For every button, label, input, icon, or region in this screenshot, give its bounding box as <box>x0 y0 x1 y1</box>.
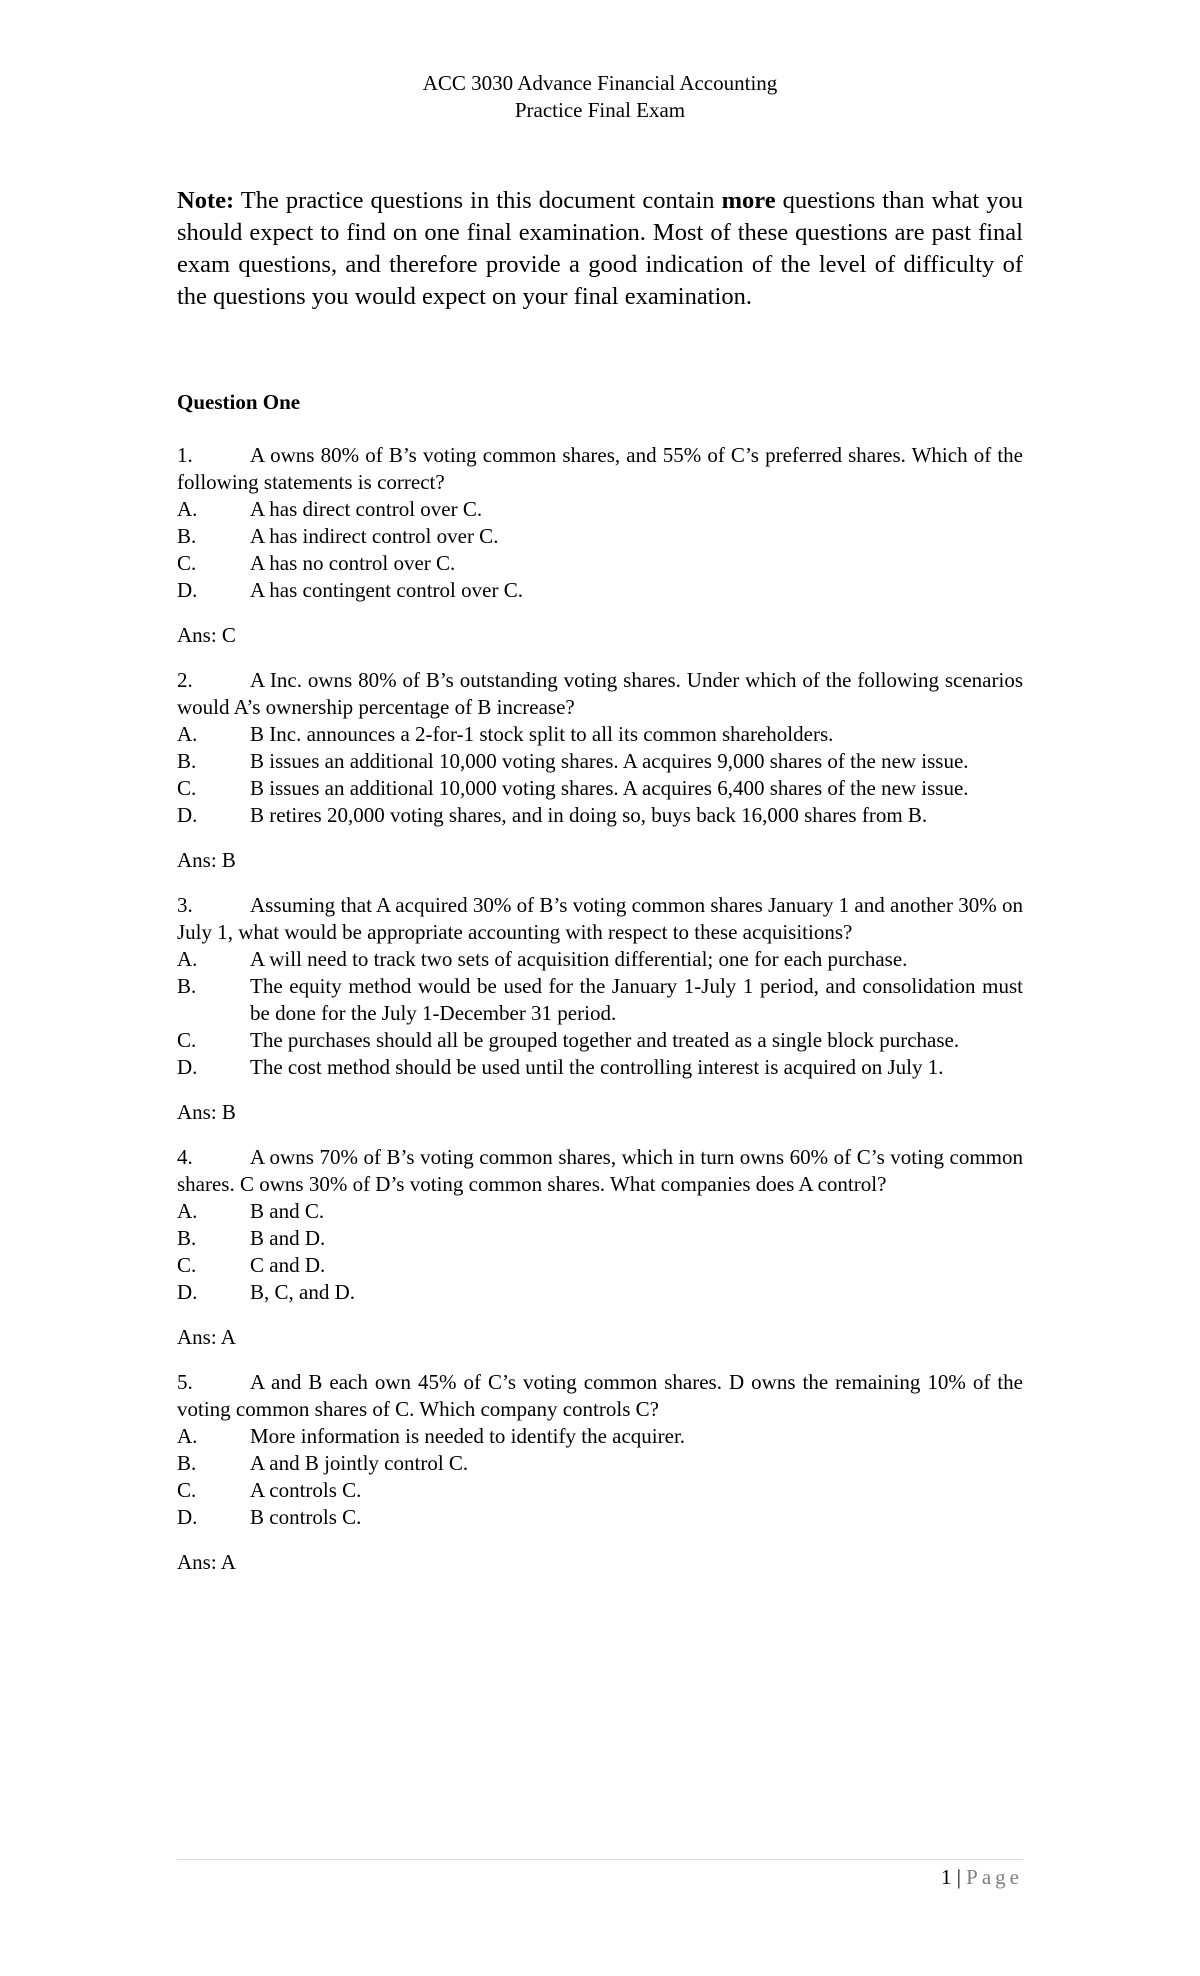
option-letter: D. <box>177 803 198 827</box>
question-number: 5. <box>177 1370 193 1394</box>
option-letter: D. <box>177 1505 198 1529</box>
option-text: A and B jointly control C. <box>250 1451 469 1475</box>
answer-key: Ans: A <box>177 1550 236 1574</box>
question-3 <box>177 892 1023 1126</box>
question-2 <box>177 667 1023 874</box>
answer-option <box>177 1477 1023 1504</box>
question-stem-text: A and B each own 45% of C’s voting common shares. D owns the remaining 10% of the voting common shares of C. Which company controls C? <box>177 1370 1023 1421</box>
page-word: Page <box>966 1865 1023 1889</box>
option-text: B Inc. announces a 2-for-1 stock split to all its common shareholders. <box>250 722 834 746</box>
option-text: B controls C. <box>250 1505 362 1529</box>
option-text: A has direct control over C. <box>250 497 483 521</box>
option-letter: D. <box>177 1055 198 1079</box>
page-number: 1 <box>940 1865 952 1889</box>
option-letter: B. <box>177 1451 197 1475</box>
answer-option <box>177 577 1023 604</box>
option-text: B retires 20,000 voting shares, and in doing so, buys back 16,000 shares from B. <box>250 803 928 827</box>
answer-option <box>177 1252 1023 1279</box>
answer-key: Ans: A <box>177 1325 236 1349</box>
option-text: The purchases should all be grouped together and treated as a single block purchase. <box>250 1028 960 1052</box>
section-title: Question One <box>177 390 301 414</box>
exam-subtitle: Practice Final Exam <box>514 98 686 122</box>
question-number: 1. <box>177 443 193 467</box>
answer-option <box>177 1504 1023 1531</box>
note-text-after: questions than what you should expect to find on one final examination. Most of these questions are past final exam questions, and therefore provide a good indication of the level of difficulty of the questions you would expect on your final examination. <box>177 187 1023 310</box>
footer-divider <box>177 1859 1023 1860</box>
option-text: The equity method would be used for the January 1-July 1 period, and consolidation must be done for the July 1-December 31 period. <box>250 974 1023 1025</box>
question-list <box>177 442 1023 1576</box>
option-letter: D. <box>177 578 198 602</box>
note-label: Note: <box>177 187 235 214</box>
question-stem <box>177 1369 1023 1423</box>
option-letter: C. <box>177 1253 197 1277</box>
question-stem-text: A owns 80% of B’s voting common shares, and 55% of C’s preferred shares. Which of the following statements is correct? <box>177 443 1023 494</box>
answer-option <box>177 802 1023 829</box>
question-stem-text: Assuming that A acquired 30% of B’s voting common shares January 1 and another 30% on July 1, what would be appropriate accounting with respect to these acquisitions? <box>177 893 1023 944</box>
question-stem-text: A Inc. owns 80% of B’s outstanding voting shares. Under which of the following scenarios would A’s ownership percentage of B increase? <box>177 668 1023 719</box>
option-letter: A. <box>177 1424 198 1448</box>
page-content <box>177 185 1023 1594</box>
answer-key: Ans: C <box>177 623 236 647</box>
option-letter: B. <box>177 974 197 998</box>
page-header <box>0 70 1200 124</box>
answer-option <box>177 1423 1023 1450</box>
page-separator: | <box>951 1865 967 1889</box>
option-text: B and D. <box>250 1226 326 1250</box>
answer-option <box>177 721 1023 748</box>
question-number: 3. <box>177 893 193 917</box>
option-text: The cost method should be used until the controlling interest is acquired on July 1. <box>250 1055 944 1079</box>
note-paragraph <box>177 185 1023 313</box>
option-letter: A. <box>177 1199 198 1223</box>
answer-option <box>177 1198 1023 1225</box>
option-text: B issues an additional 10,000 voting shares. A acquires 9,000 shares of the new issue. <box>250 749 969 773</box>
option-text: A controls C. <box>250 1478 362 1502</box>
answer-option <box>177 946 1023 973</box>
option-letter: A. <box>177 497 198 521</box>
answer-key: Ans: B <box>177 1100 236 1124</box>
answer-option <box>177 496 1023 523</box>
answer-option <box>177 523 1023 550</box>
option-text: A has contingent control over C. <box>250 578 523 602</box>
option-text: A has indirect control over C. <box>250 524 499 548</box>
answer-option <box>177 748 1023 775</box>
option-letter: B. <box>177 749 197 773</box>
answer-option <box>177 1027 1023 1054</box>
answer-option <box>177 973 1023 1027</box>
question-1 <box>177 442 1023 649</box>
option-text: More information is needed to identify the acquirer. <box>250 1424 686 1448</box>
note-emphasis: more <box>721 187 776 214</box>
option-text: A has no control over C. <box>250 551 456 575</box>
answer-option <box>177 775 1023 802</box>
question-stem <box>177 442 1023 496</box>
question-number: 2. <box>177 668 193 692</box>
answer-option <box>177 550 1023 577</box>
question-number: 4. <box>177 1145 193 1169</box>
option-letter: D. <box>177 1280 198 1304</box>
question-stem <box>177 892 1023 946</box>
answer-option <box>177 1225 1023 1252</box>
course-title: ACC 3030 Advance Financial Accounting <box>422 71 778 95</box>
question-5 <box>177 1369 1023 1576</box>
option-text: B, C, and D. <box>250 1280 355 1304</box>
option-text: B and C. <box>250 1199 325 1223</box>
option-letter: A. <box>177 947 198 971</box>
page-footer <box>941 1864 1023 1891</box>
note-text-before: The practice questions in this document contain <box>234 187 722 214</box>
answer-option <box>177 1450 1023 1477</box>
option-letter: C. <box>177 1028 197 1052</box>
question-stem-text: A owns 70% of B’s voting common shares, which in turn owns 60% of C’s voting common shares. C owns 30% of D’s voting common shares. What companies does A control? <box>177 1145 1023 1196</box>
option-letter: C. <box>177 1478 197 1502</box>
option-letter: B. <box>177 524 197 548</box>
option-letter: C. <box>177 776 197 800</box>
answer-option <box>177 1279 1023 1306</box>
question-stem <box>177 1144 1023 1198</box>
question-4 <box>177 1144 1023 1351</box>
option-letter: C. <box>177 551 197 575</box>
option-text: C and D. <box>250 1253 326 1277</box>
option-letter: A. <box>177 722 198 746</box>
answer-option <box>177 1054 1023 1081</box>
option-text: B issues an additional 10,000 voting shares. A acquires 6,400 shares of the new issue. <box>250 776 969 800</box>
question-stem <box>177 667 1023 721</box>
option-letter: B. <box>177 1226 197 1250</box>
option-text: A will need to track two sets of acquisition differential; one for each purchase. <box>250 947 908 971</box>
answer-key: Ans: B <box>177 848 236 872</box>
